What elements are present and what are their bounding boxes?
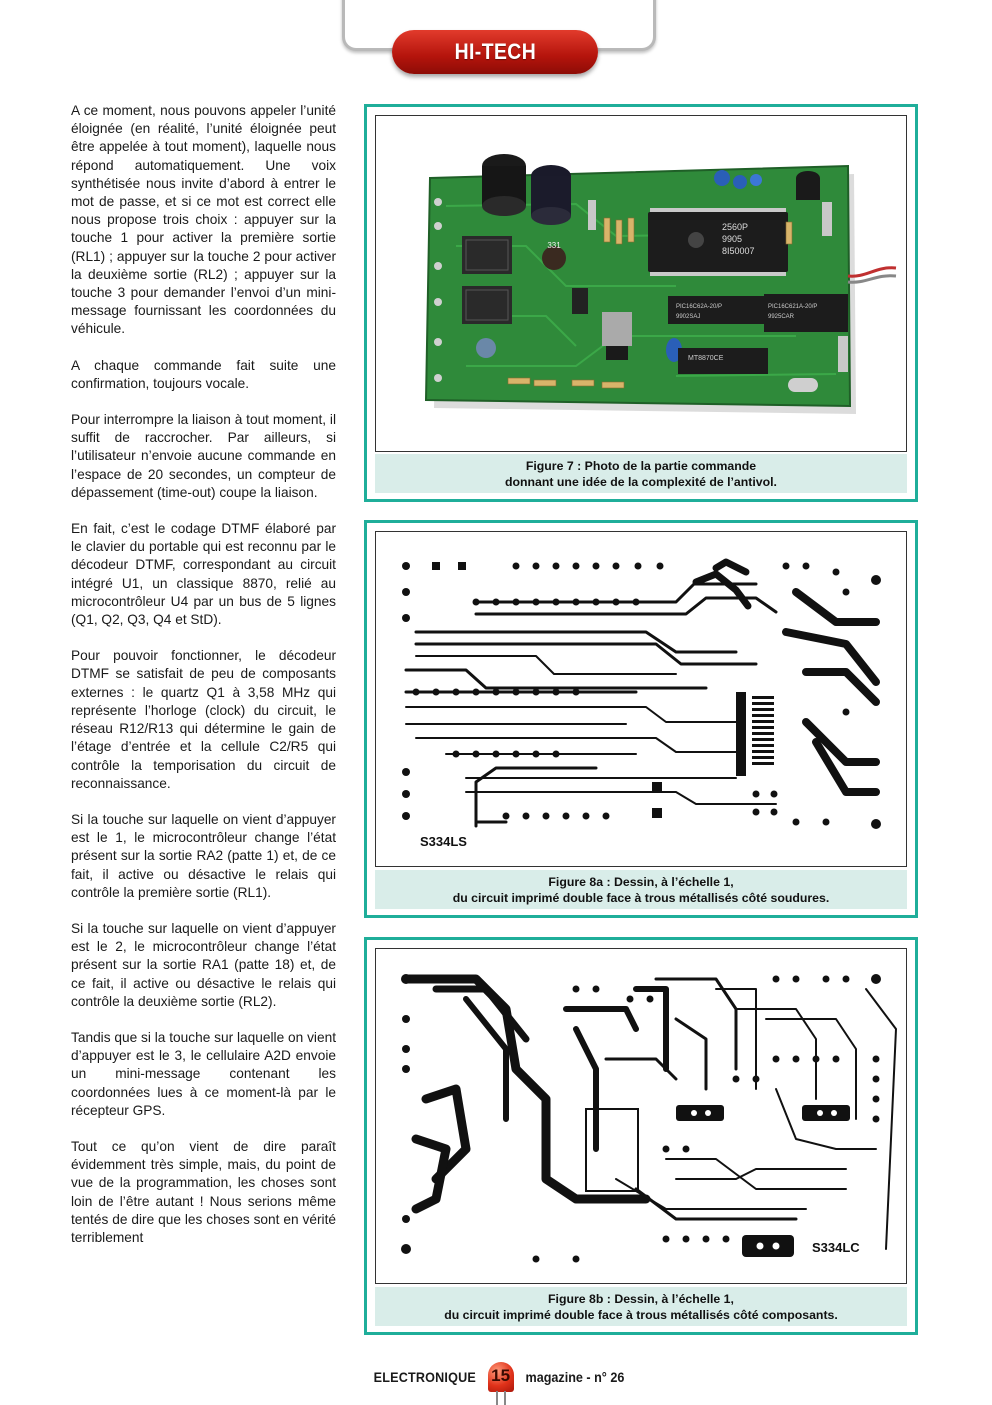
figure-8b-caption-line-1: Figure 8b : Dessin, à l’échelle 1,	[548, 1292, 734, 1306]
chip-label-2: 9905	[722, 234, 743, 244]
footer-issue: magazine - n° 26	[525, 1369, 625, 1385]
paragraph-6: Si la touche sur laquelle on vient d’appuyer est le 1, le microcontrôleur change l’état présent sur la sortie RA2 (patte 1) et, de ce fait, il active ou désactive le relais qui contrôle la première sortie (RL1).	[71, 811, 336, 900]
figure-8b-caption	[375, 1287, 907, 1326]
article-body	[71, 102, 336, 1265]
figure-8a-caption	[375, 870, 907, 909]
chip-label-3: 8I50007	[722, 246, 755, 256]
section-title: HI-TECH	[454, 39, 536, 64]
led-page-number-icon	[486, 1362, 516, 1404]
chip-label-6: MT8870CE	[688, 355, 724, 362]
paragraph-7: Si la touche sur laquelle on vient d’appuyer est le 2, le microcontrôleur change l’état présent sur la sortie RA1 (patte 18) et, de ce fait, il active ou désactive le relais qui contrôle la deuxième sortie (RL2).	[71, 920, 336, 1009]
figure-8a-pcb	[375, 531, 907, 867]
figure-8b-pcb	[375, 948, 907, 1284]
paragraph-5: Pour pouvoir fonctionner, le décodeur DTMF se satisfait de peu de composants externes : le quartz Q1 à 3,58 MHz qui représente l’horloge (clock) du circuit, le réseau R12/R13 qui détermine le gain de l’étage d’entrée et la cellule C2/R5 qui contrôle la temporisation du circuit de reconnaissance.	[71, 648, 336, 791]
footer-magazine-name: ELECTRONIQUE	[373, 1369, 476, 1385]
paragraph-3: Pour interrompre la liaison à tout moment, il suffit de raccrocher. Par ailleurs, si l’utilisateur n’envoie aucune commande en l’espace de 20 secondes, un compteur de dépassement (time-out) coupe la liaison.	[71, 412, 336, 500]
figure-8a-caption-line-1: Figure 8a : Dessin, à l’échelle 1,	[548, 875, 734, 889]
chip-label-1: 2560P	[722, 222, 749, 232]
board-label-s334lc: S334LC	[812, 1240, 860, 1255]
figure-7-caption-line-2: donnant une idée de la complexité de l’antivol.	[505, 475, 777, 489]
board-label-s334ls: S334LS	[420, 834, 467, 849]
chip-label-8: 9925CAR	[768, 314, 795, 320]
paragraph-9: Tout ce qu’on vient de dire paraît évidemment très simple, mais, du point de vue de la programmation, les choses sont loin de l’être autant ! Nous serions même tentés de dire que les choses sont en vérité terriblement	[71, 1138, 336, 1245]
paragraph-2: A chaque commande fait suite une confirmation, toujours vocale.	[71, 357, 336, 391]
chip-label-4: PIC16C62A-20/P	[676, 304, 723, 310]
figure-8a	[364, 520, 918, 918]
paragraph-1: A ce moment, nous pouvons appeler l’unité éloignée (en réalité, l’unité éloignée peut être appelée à tout moment), laquelle nous répond automatiquement. Une voix synthétisée nous invite d’abord à entrer le mot de passe, et si ce mot est correct elle nous propose trois choix : appuyer sur la touche 1 pour activer la première sortie (RL1) ; appuyer sur la touche 2 pour activer la deuxième sortie (RL2) ; appuyer sur la touche 3 pour demander l’envoi d’un mini-message fournissant les coordonnées du véhicule.	[71, 103, 336, 337]
figure-8a-caption-line-2: du circuit imprimé double face à trous métallisés côté soudures.	[452, 891, 830, 905]
inductor-label: 331	[547, 241, 561, 250]
page-number: 15	[491, 1366, 511, 1385]
figure-7-caption	[375, 454, 907, 493]
chip-label-7: PIC16C621A-20/P	[768, 304, 818, 310]
figure-7-photo	[375, 115, 907, 452]
figure-8b	[364, 937, 918, 1335]
figure-7-caption-line-1: Figure 7 : Photo de la partie commande	[525, 459, 757, 473]
chip-label-5: 9902SAJ	[676, 314, 701, 320]
figure-8b-caption-line-2: du circuit imprimé double face à trous métallisés côté composants.	[444, 1308, 838, 1322]
page-footer	[368, 1362, 630, 1392]
paragraph-4: En fait, c’est le codage DTMF élaboré par le clavier du portable qui est reconnu par le décodeur DTMF, correspondant au circuit intégré U1, un classique 8870, relié au microcontrôleur U4 par un bus de 5 lignes (Q1, Q2, Q3, Q4 et StD).	[71, 521, 336, 628]
paragraph-8: Tandis que si la touche sur laquelle on vient d’appuyer est le 3, le cellulaire A2D envoie un mini-message contenant les coordonnées lues à ce moment-là par le récepteur GPS.	[71, 1029, 336, 1118]
figure-7	[364, 104, 918, 502]
section-badge	[392, 30, 598, 74]
